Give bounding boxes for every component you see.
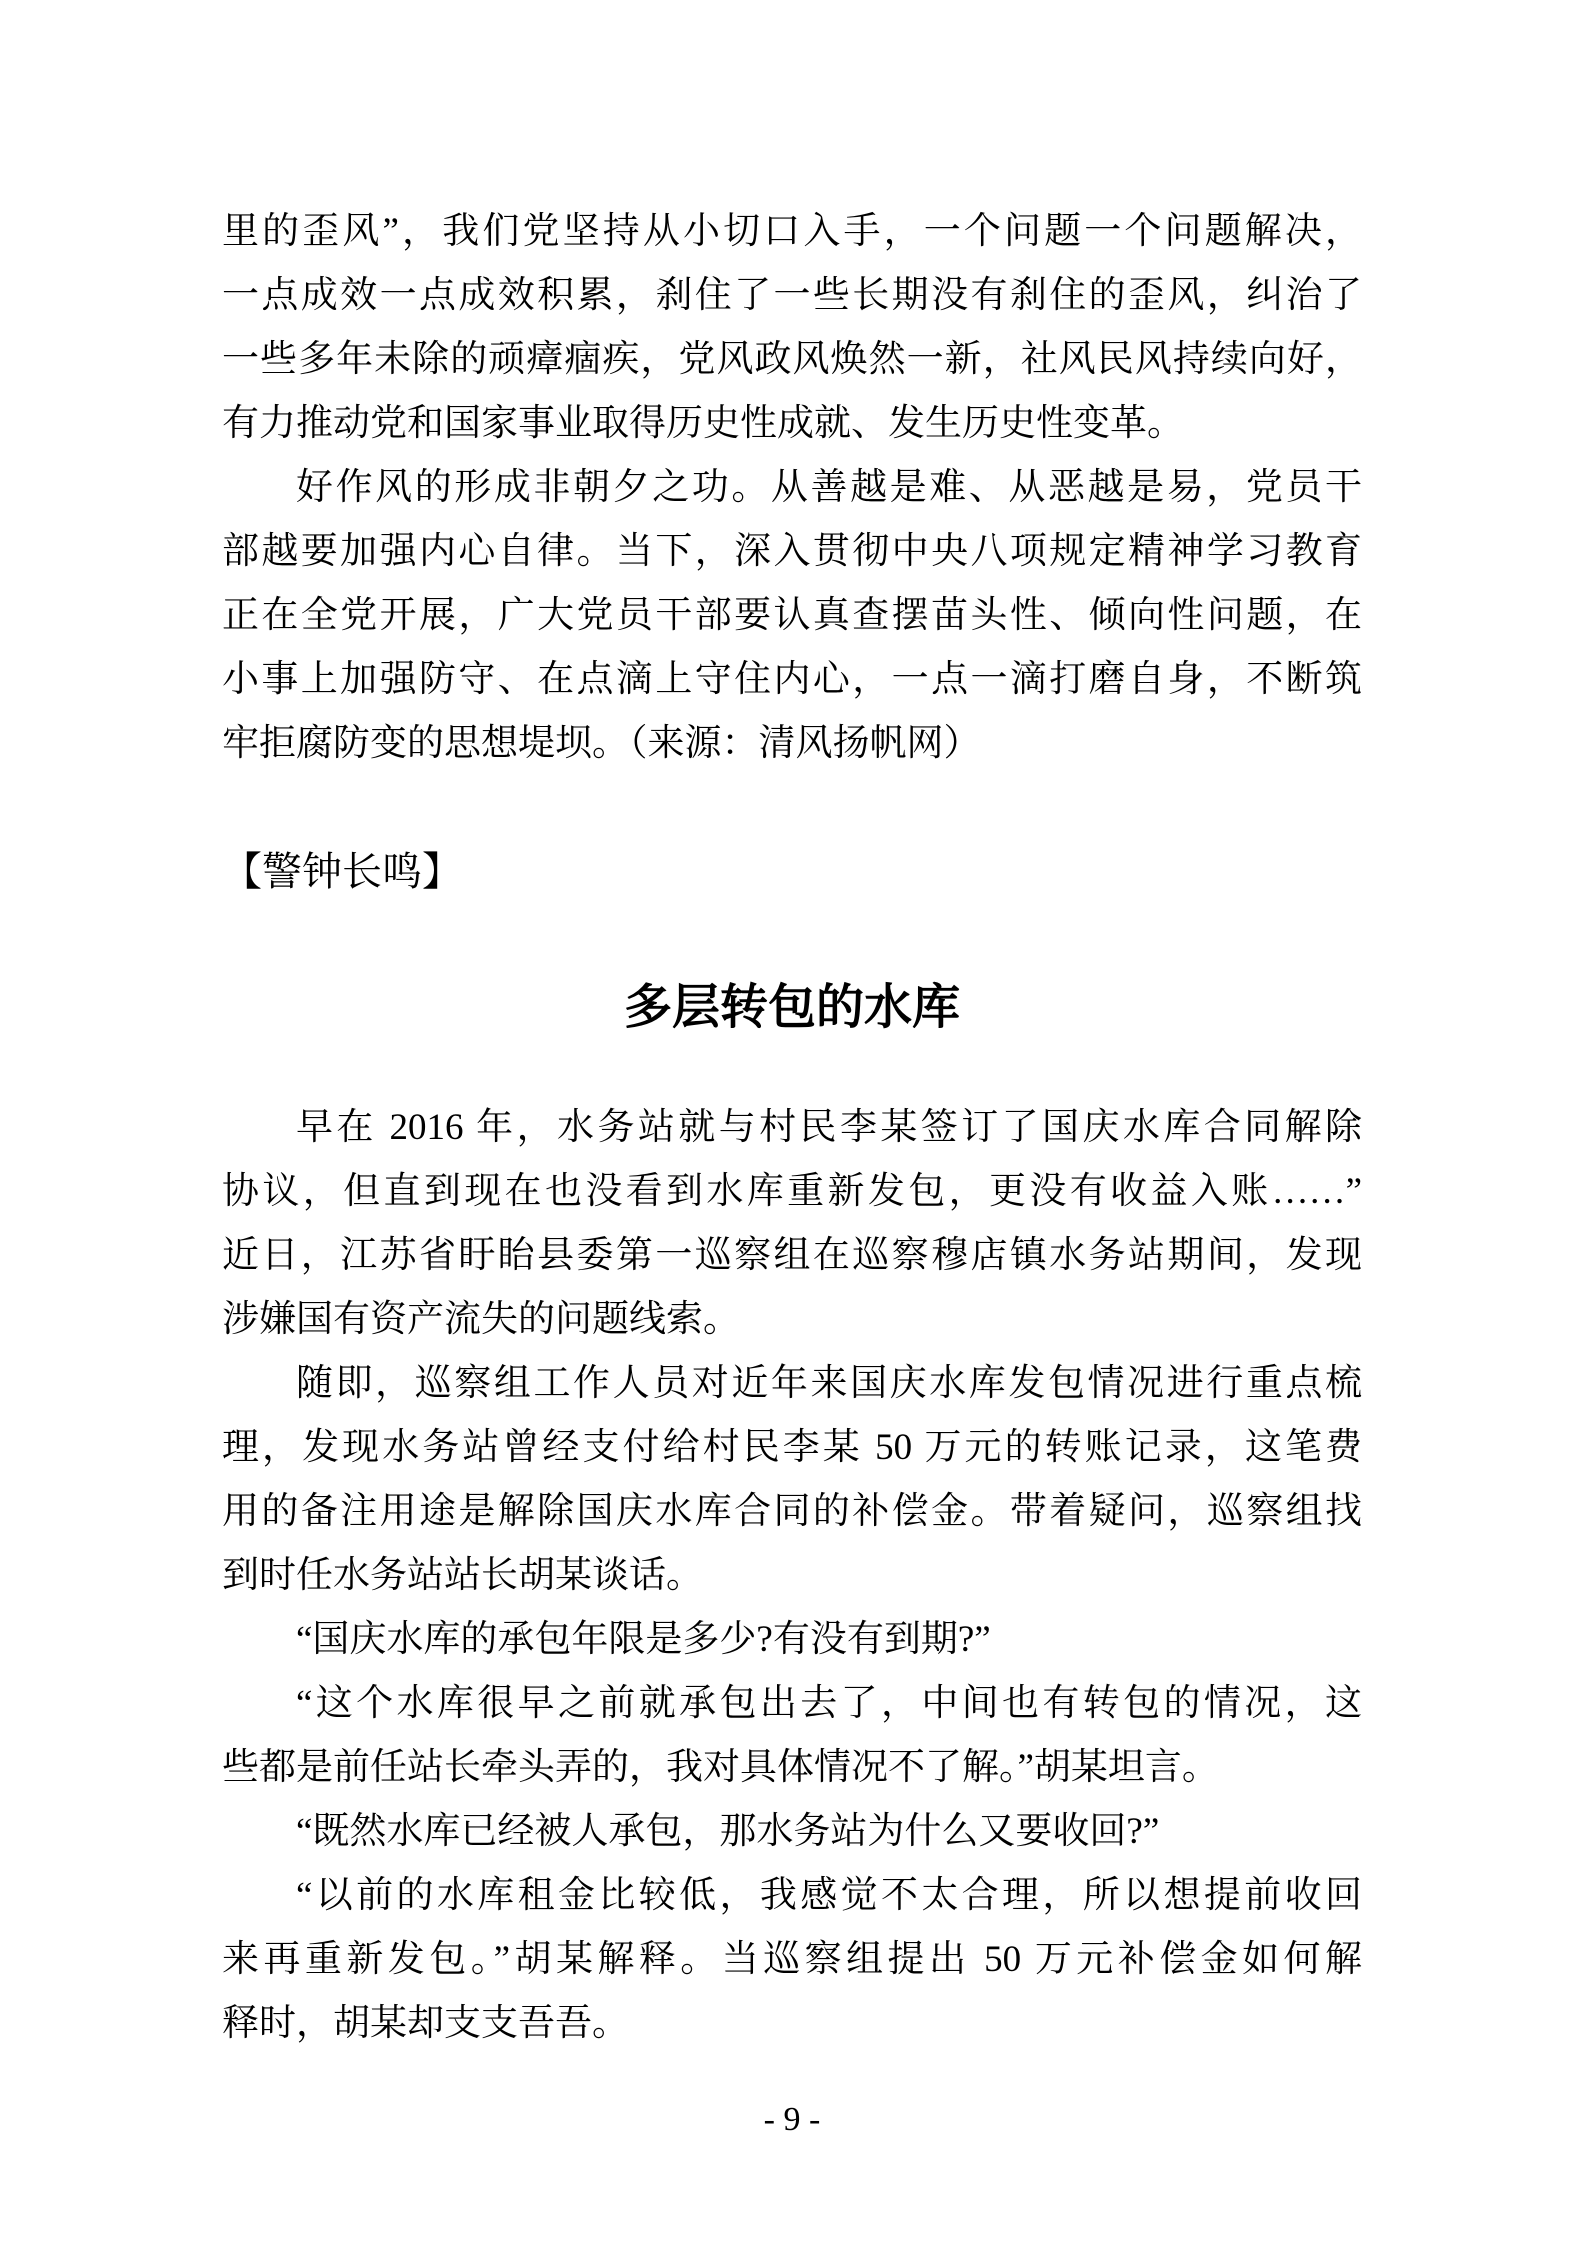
paragraph-line: 近日，江苏省盱眙县委第一巡察组在巡察穆店镇水务站期间，发现 [222, 1235, 1362, 1276]
dialogue-line: 来再重新发包。”胡某解释。当巡察组提出 50 万元补偿金如何解 [222, 1939, 1362, 1980]
blank-space [222, 2056, 1362, 2088]
paragraph-line: 牢拒腐防变的思想堤坝。（来源：清风扬帆网） [222, 723, 981, 764]
page-number: - 9 - [763, 2101, 821, 2138]
paragraph-line: 涉嫌国有资产流失的问题线索。 [222, 1299, 740, 1340]
paragraph-line: 随即，巡察组工作人员对近年来国庆水库发包情况进行重点梳 [296, 1363, 1362, 1404]
paragraph-line: 有力推动党和国家事业取得历史性成就、发生历史性变革。 [222, 403, 1184, 444]
dialogue-line: “国庆水库的承包年限是多少?有没有到期?” [296, 1619, 991, 1660]
paragraph-line: 正在全党开展，广大党员干部要认真查摆苗头性、倾向性问题，在 [222, 595, 1362, 636]
dialogue-line: 些都是前任站长牵头弄的，我对具体情况不了解。”胡某坦言。 [222, 1747, 1219, 1788]
blank-space [222, 1044, 1362, 1096]
paragraph-line: 小事上加强防守、在点滴上守住内心，一点一滴打磨自身，不断筑 [222, 659, 1362, 700]
paragraph-line: 里的歪风”，我们党坚持从小切口入手，一个问题一个问题解决， [222, 211, 1362, 252]
blank-line [222, 776, 1362, 840]
section-header: 【警钟长鸣】 [222, 849, 462, 894]
paragraph-line: 一点成效一点成效积累，刹住了一些长期没有刹住的歪风，纠治了 [222, 275, 1362, 316]
dialogue-line: “这个水库很早之前就承包出去了，中间也有转包的情况，这 [296, 1683, 1362, 1724]
dialogue-line: “以前的水库租金比较低，我感觉不太合理，所以想提前收回 [296, 1875, 1362, 1916]
paragraph-line: 理，发现水务站曾经支付给村民李某 50 万元的转账记录，这笔费 [222, 1427, 1362, 1468]
paragraph-line: 部越要加强内心自律。当下，深入贯彻中央八项规定精神学习教育 [222, 531, 1362, 572]
paragraph-line: 一些多年未除的顽瘴痼疾，党风政风焕然一新，社风民风持续向好， [222, 339, 1362, 380]
document-body [222, 200, 1362, 2152]
dialogue-line: 释时，胡某却支支吾吾。 [222, 2003, 629, 2044]
paragraph-line: 协议，但直到现在也没看到水库重新发包，更没有收益入账……” [222, 1171, 1362, 1212]
paragraph-line: 用的备注用途是解除国庆水库合同的补偿金。带着疑问，巡察组找 [222, 1491, 1362, 1532]
dialogue-line: “既然水库已经被人承包，那水务站为什么又要收回?” [296, 1811, 1160, 1852]
blank-space [222, 904, 1362, 972]
paragraph-line: 到时任水务站站长胡某谈话。 [222, 1555, 703, 1596]
paragraph-line: 早在 2016 年，水务站就与村民李某签订了国庆水库合同解除 [296, 1107, 1362, 1148]
paragraph-line: 好作风的形成非朝夕之功。从善越是难、从恶越是易，党员干 [296, 467, 1362, 508]
story-title: 多层转包的水库 [623, 981, 960, 1034]
